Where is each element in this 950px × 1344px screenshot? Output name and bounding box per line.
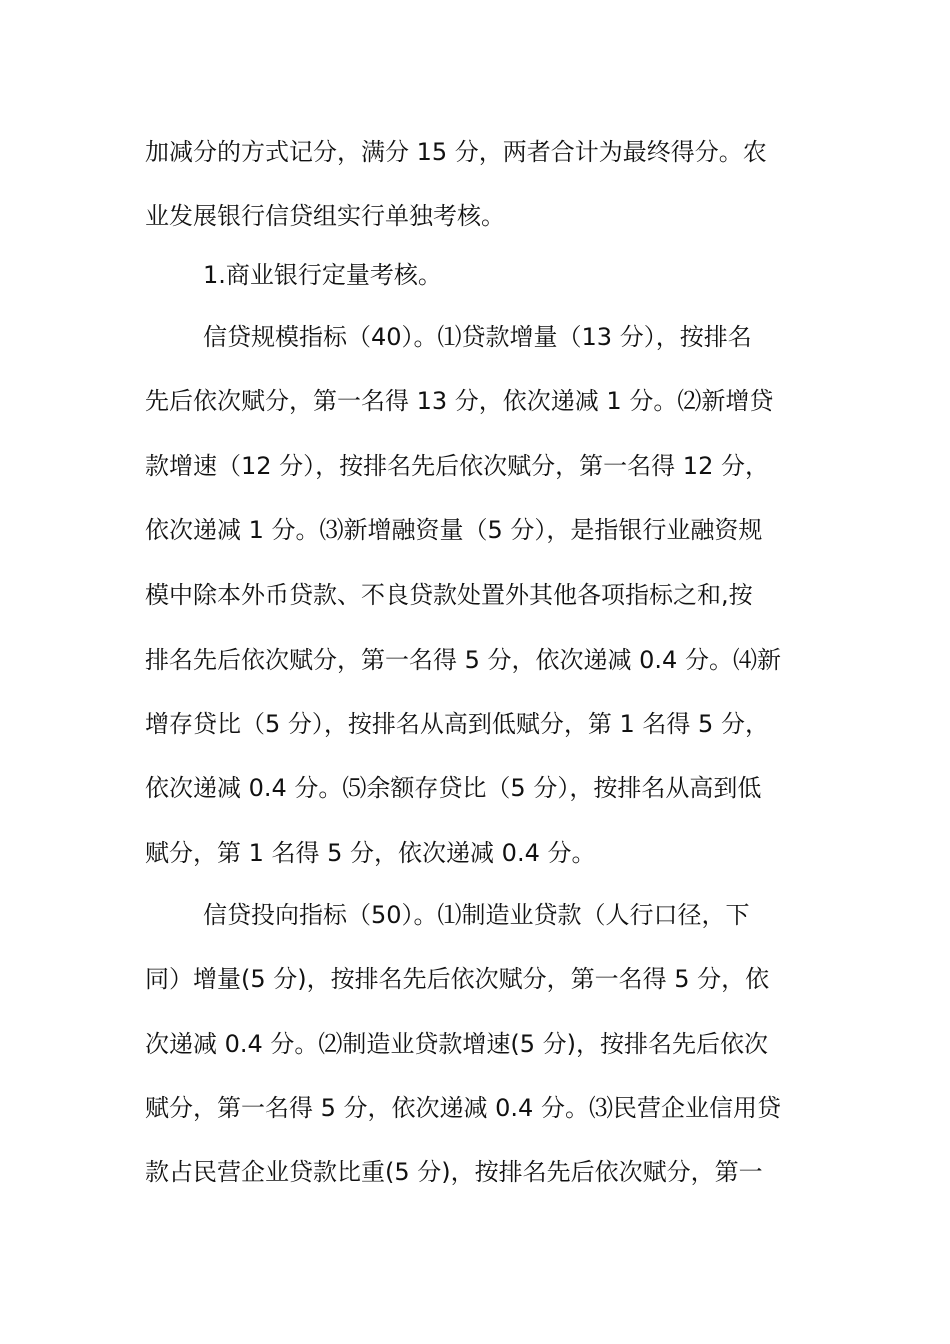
- line-text: 次递减 0.4 分。⑵制造业贷款增速(5 分)，按排名先后依次: [145, 1030, 769, 1058]
- text-line: [0, 132, 950, 172]
- text-line: [0, 446, 950, 486]
- line-text: 业发展银行信贷组实行单独考核。: [145, 202, 505, 230]
- line-text: 款增速（12 分），按排名先后依次赋分，第一名得 12 分，: [145, 452, 769, 480]
- text-line: [0, 833, 950, 873]
- text-line: [0, 575, 950, 615]
- line-text: 赋分，第一名得 5 分，依次递减 0.4 分。⑶民营企业信用贷: [145, 1094, 781, 1122]
- line-text: 信贷投向指标（50）。⑴制造业贷款（人行口径，下: [203, 901, 750, 929]
- line-text: 1.商业银行定量考核。: [203, 261, 442, 289]
- line-text: 依次递减 0.4 分。⑸余额存贷比（5 分），按排名从高到低: [145, 774, 762, 802]
- line-text: 依次递减 1 分。⑶新增融资量（5 分），是指银行业融资规: [145, 516, 763, 544]
- line-text: 信贷规模指标（40）。⑴贷款增量（13 分），按排名: [203, 323, 752, 351]
- text-line: [0, 255, 950, 295]
- text-line: [0, 381, 950, 421]
- line-text: 先后依次赋分，第一名得 13 分，依次递减 1 分。⑵新增贷: [145, 387, 774, 415]
- text-line: [0, 1024, 950, 1064]
- text-line: [0, 704, 950, 744]
- line-text: 同）增量(5 分)，按排名先后依次赋分，第一名得 5 分，依: [145, 965, 770, 993]
- line-text: 排名先后依次赋分，第一名得 5 分，依次递减 0.4 分。⑷新: [145, 646, 781, 674]
- line-text: 模中除本外币贷款、不良贷款处置外其他各项指标之和,按: [145, 581, 753, 609]
- line-text: 款占民营企业贷款比重(5 分)，按排名先后依次赋分，第一: [145, 1158, 763, 1186]
- text-line: [0, 768, 950, 808]
- text-line: [0, 640, 950, 680]
- text-line: [0, 1088, 950, 1128]
- text-line: [0, 196, 950, 236]
- line-text: 加减分的方式记分，满分 15 分，两者合计为最终得分。农: [145, 138, 767, 166]
- line-text: 赋分，第 1 名得 5 分，依次递减 0.4 分。: [145, 839, 596, 867]
- text-line: [0, 510, 950, 550]
- text-line: [0, 317, 950, 357]
- text-line: [0, 895, 950, 935]
- line-text: 增存贷比（5 分），按排名从高到低赋分，第 1 名得 5 分，: [145, 710, 769, 738]
- text-line: [0, 959, 950, 999]
- text-line: [0, 1152, 950, 1192]
